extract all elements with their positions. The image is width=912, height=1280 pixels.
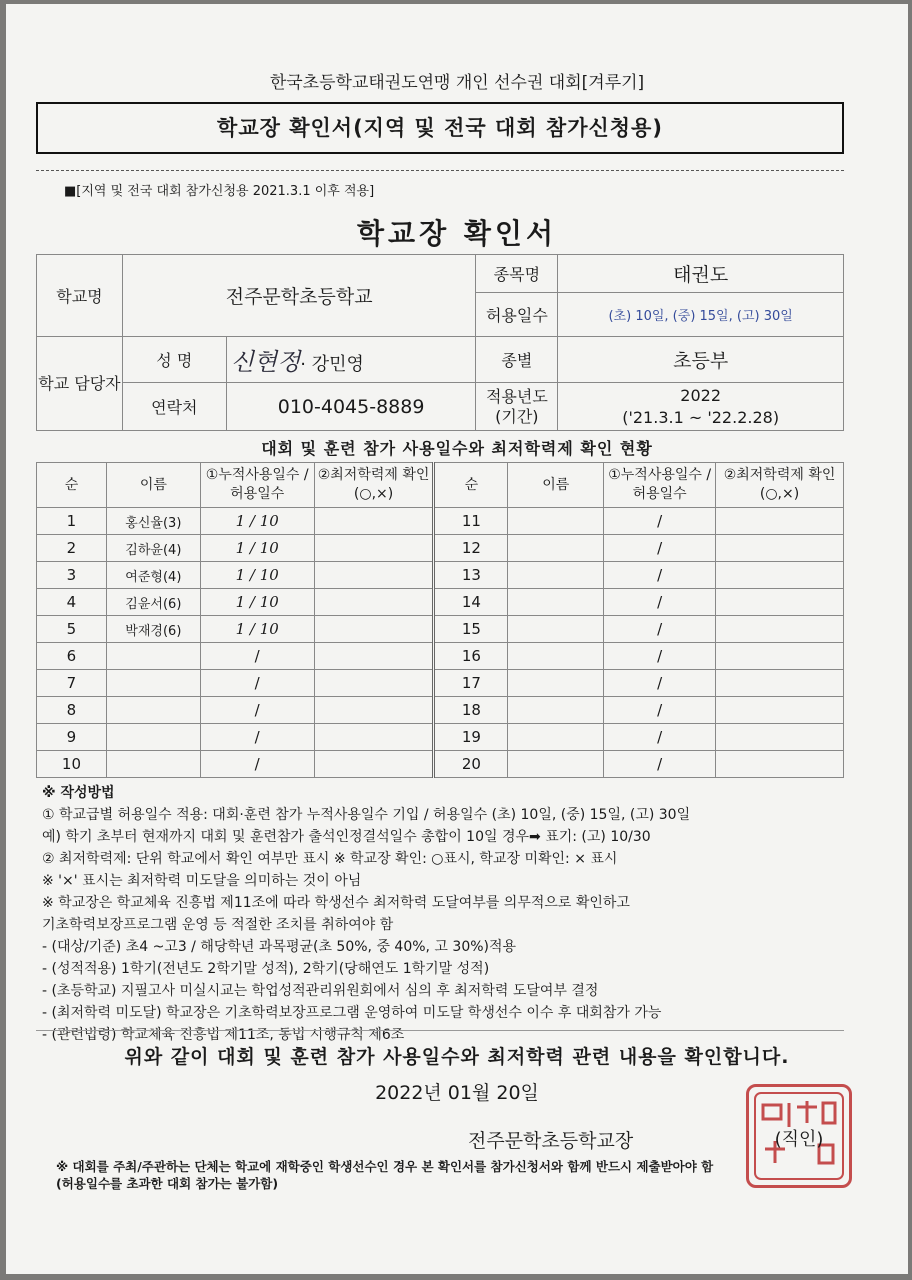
row-check — [314, 697, 434, 724]
status-table — [36, 462, 844, 778]
name-value: · 강민영 — [300, 354, 364, 375]
row-name — [508, 589, 604, 616]
instructions-list — [42, 804, 690, 1046]
section-divider — [36, 1030, 844, 1031]
row-days: / — [200, 751, 314, 778]
row-check — [314, 724, 434, 751]
instruction-line: ② 최저학력제: 단위 학교에서 확인 여부만 표시 ※ 학교장 확인: ○표시, 학교장 미확인: × 표시 — [42, 851, 618, 867]
period-value: ('21.3.1 ~ '22.2.28) — [622, 407, 780, 427]
name-label: 성 명 — [122, 337, 226, 383]
row-check — [314, 670, 434, 697]
row-no: 4 — [37, 589, 107, 616]
row-check — [314, 562, 434, 589]
col-no-left: 순 — [37, 463, 107, 508]
row-check — [314, 751, 434, 778]
row-no: 14 — [434, 589, 508, 616]
row-name — [508, 670, 604, 697]
division-value: 초등부 — [558, 337, 844, 383]
row-no: 16 — [434, 643, 508, 670]
manager-label: 학교 담당자 — [37, 337, 123, 431]
year-value: 2022 — [680, 385, 722, 405]
col-name-right: 이름 — [508, 463, 604, 508]
dashed-divider — [36, 170, 844, 171]
row-name: 김윤서(6) — [106, 589, 200, 616]
seal-label: (직인) — [774, 1129, 824, 1150]
row-check — [716, 724, 844, 751]
col-days-left: ①누적사용일수 /허용일수 — [200, 463, 314, 508]
instruction-line: 예) 학기 초부터 현재까지 대회 및 훈련참가 출석인정결석일수 총합이 10일 경우➡ 표기: (고) 10/30 — [42, 829, 651, 845]
row-check — [716, 508, 844, 535]
school-label: 학교명 — [37, 255, 123, 337]
row-check — [716, 562, 844, 589]
row-no: 10 — [37, 751, 107, 778]
instruction-line: ① 학교급별 허용일수 적용: 대회·훈련 참가 누적사용일수 기입 / 허용일수 (초) 10일, (중) 15일, (고) 30일 — [42, 807, 691, 823]
row-name — [106, 670, 200, 697]
table-row — [37, 616, 844, 643]
row-check — [716, 751, 844, 778]
name-cell — [226, 337, 476, 383]
instruction-line: 기초학력보장프로그램 운영 등 적절한 조치를 취하여야 함 — [42, 917, 394, 933]
table-row — [37, 724, 844, 751]
row-no: 20 — [434, 751, 508, 778]
row-name — [508, 751, 604, 778]
table-row — [37, 535, 844, 562]
footnote-line-1: ※ 대회를 주최/주관하는 단체는 학교에 재학중인 학생선수인 경우 본 확인서를 참가신청서와 함께 반드시 제출받아야 함 — [56, 1159, 714, 1174]
row-name — [508, 697, 604, 724]
row-name — [106, 724, 200, 751]
row-name — [508, 535, 604, 562]
row-days: / — [200, 643, 314, 670]
instruction-line: - (성적적용) 1학기(전년도 2학기말 성적), 2학기(당해연도 1학기말 성적) — [42, 961, 490, 977]
row-name: 여준형(4) — [106, 562, 200, 589]
row-days: 1 / 10 — [200, 535, 314, 562]
document-page — [6, 4, 908, 1274]
division-label: 종별 — [476, 337, 558, 383]
row-days: / — [604, 697, 716, 724]
row-name — [508, 643, 604, 670]
row-no: 11 — [434, 508, 508, 535]
row-days: 1 / 10 — [200, 562, 314, 589]
row-no: 18 — [434, 697, 508, 724]
row-days: / — [604, 751, 716, 778]
school-value: 전주문학초등학교 — [122, 255, 476, 337]
row-check — [314, 508, 434, 535]
instruction-line: ※ 학교장은 학교체육 진흥법 제11조에 따라 학생선수 최저학력 도달여부를 의무적으로 확인하고 — [42, 895, 630, 911]
row-check — [314, 616, 434, 643]
row-no: 1 — [37, 508, 107, 535]
apply-note: ■[지역 및 전국 대회 참가신청용 2021.3.1 이후 적용] — [64, 184, 375, 199]
contact-label: 연락처 — [122, 383, 226, 431]
table-row — [37, 589, 844, 616]
instructions-title: ※ 작성방법 — [42, 785, 115, 801]
row-name — [106, 751, 200, 778]
row-no: 5 — [37, 616, 107, 643]
instruction-line: ※ '×' 표시는 최저학력 미도달을 의미하는 것이 아님 — [42, 873, 362, 889]
row-days: / — [604, 670, 716, 697]
row-check — [314, 535, 434, 562]
row-days: / — [200, 697, 314, 724]
instruction-line: - (대상/기준) 초4 ~고3 / 해당학년 과목평균(초 50%, 중 40%, 고 30%)적용 — [42, 939, 517, 955]
row-name — [508, 724, 604, 751]
row-name — [106, 643, 200, 670]
row-check — [716, 643, 844, 670]
col-check-left: ②최저학력제 확인(○,×) — [314, 463, 434, 508]
issue-date: 2022년 01월 20일 — [375, 1082, 539, 1104]
table-row — [37, 562, 844, 589]
row-days: / — [200, 724, 314, 751]
title-box — [36, 102, 844, 154]
table-row — [37, 643, 844, 670]
row-name — [508, 616, 604, 643]
row-check — [716, 697, 844, 724]
table-row — [37, 670, 844, 697]
row-days: / — [604, 643, 716, 670]
row-no: 19 — [434, 724, 508, 751]
row-no: 6 — [37, 643, 107, 670]
row-check — [716, 616, 844, 643]
status-table-title: 대회 및 훈련 참가 사용일수와 최저학력제 확인 현황 — [261, 439, 653, 458]
contact-value: 010-4045-8889 — [226, 383, 476, 431]
allow-value: (초) 10일, (중) 15일, (고) 30일 — [558, 293, 844, 337]
official-seal — [746, 1084, 852, 1188]
row-days: / — [604, 589, 716, 616]
event-value: 태권도 — [558, 255, 844, 293]
row-days: / — [604, 724, 716, 751]
row-name: 박재경(6) — [106, 616, 200, 643]
table-row — [37, 697, 844, 724]
page-title: 학교장 확인서 — [356, 217, 558, 250]
row-check — [314, 643, 434, 670]
row-days: / — [604, 508, 716, 535]
row-days: / — [604, 616, 716, 643]
event-label: 종목명 — [476, 255, 558, 293]
row-name: 홍신율(3) — [106, 508, 200, 535]
row-name — [508, 562, 604, 589]
footnote — [56, 1158, 713, 1192]
row-no: 13 — [434, 562, 508, 589]
row-name — [508, 508, 604, 535]
row-no: 12 — [434, 535, 508, 562]
principal-name: 전주문학초등학교장 — [468, 1130, 634, 1152]
row-no: 3 — [37, 562, 107, 589]
instruction-line: - (초등학교) 지필고사 미실시교는 학업성적관리위원회에서 심의 후 최저학력 도달여부 결정 — [42, 983, 599, 999]
col-days-right: ①누적사용일수 /허용일수 — [604, 463, 716, 508]
row-no: 15 — [434, 616, 508, 643]
confirmation-text: 위와 같이 대회 및 훈련 참가 사용일수와 최저학력 관련 내용을 확인합니다. — [124, 1046, 790, 1068]
row-check — [716, 535, 844, 562]
footnote-line-2: (허용일수를 초과한 대회 참가는 불가함) — [56, 1176, 279, 1191]
col-name-left: 이름 — [106, 463, 200, 508]
row-check — [716, 670, 844, 697]
row-days: / — [604, 535, 716, 562]
row-no: 8 — [37, 697, 107, 724]
allow-label: 허용일수 — [476, 293, 558, 337]
row-no: 7 — [37, 670, 107, 697]
row-check — [716, 589, 844, 616]
org-line: 한국초등학교태권도연맹 개인 선수권 대회[겨루기] — [269, 73, 645, 93]
instruction-line: - (최저학력 미도달) 학교장은 기초학력보장프로그램 운영하여 미도달 학생선수 이수 후 대회참가 가능 — [42, 1005, 662, 1021]
handwritten-name: 신현정 — [230, 348, 301, 376]
year-label: 적용년도 (기간) — [476, 383, 558, 431]
col-no-right: 순 — [434, 463, 508, 508]
col-check-right: ②최저학력제 확인(○,×) — [716, 463, 844, 508]
table-row — [37, 508, 844, 535]
row-days: 1 / 10 — [200, 616, 314, 643]
row-days: / — [604, 562, 716, 589]
row-no: 9 — [37, 724, 107, 751]
row-no: 2 — [37, 535, 107, 562]
year-cell — [558, 383, 844, 431]
instruction-line: - (관련법령) 학교체육 진흥법 제11조, 동법 시행규칙 제6조 — [42, 1027, 405, 1043]
row-no: 17 — [434, 670, 508, 697]
title-box-text: 학교장 확인서(지역 및 전국 대회 참가신청용) — [217, 116, 663, 140]
table-row — [37, 751, 844, 778]
row-check — [314, 589, 434, 616]
row-name — [106, 697, 200, 724]
row-name: 김하윤(4) — [106, 535, 200, 562]
info-table — [36, 254, 844, 431]
row-days: / — [200, 670, 314, 697]
row-days: 1 / 10 — [200, 508, 314, 535]
row-days: 1 / 10 — [200, 589, 314, 616]
